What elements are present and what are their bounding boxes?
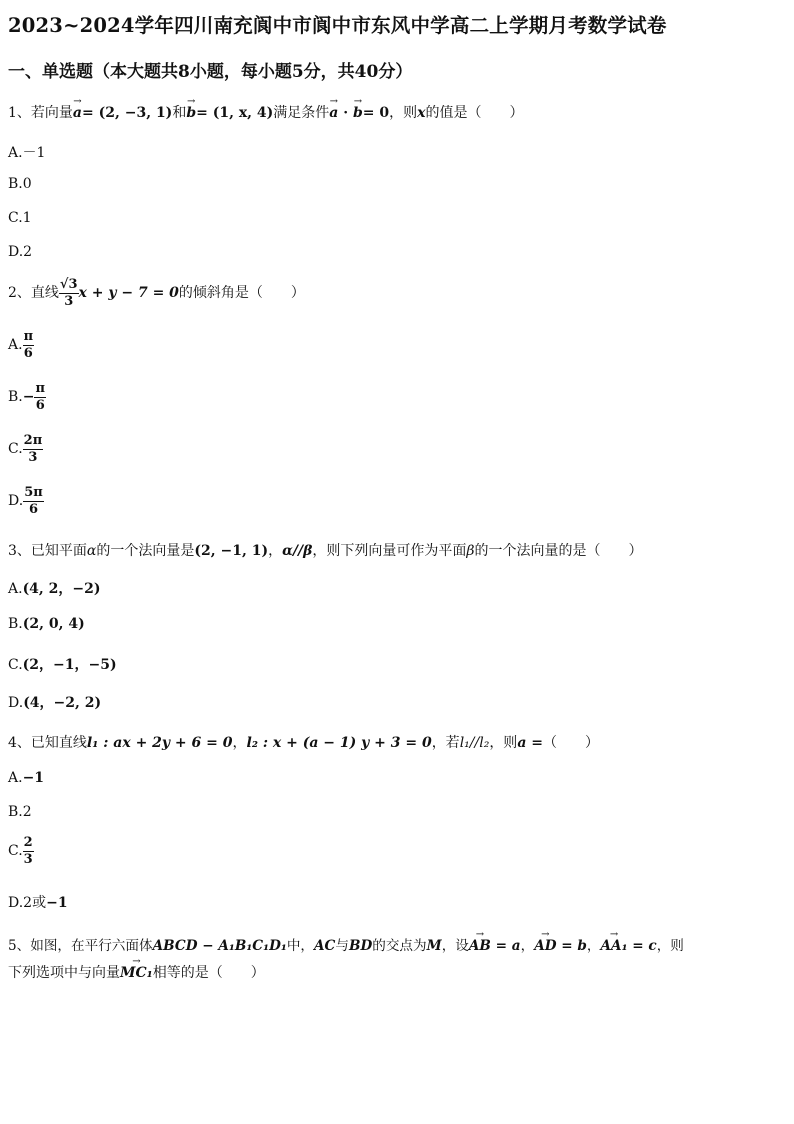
q1-option-a: A.－1 xyxy=(8,145,46,161)
q2-option-c-den: 3 xyxy=(28,449,38,465)
q3-option-c-label: C. xyxy=(8,657,23,673)
q5-line2-end: 相等的是（ ） xyxy=(152,965,265,981)
q2-option-b-frac xyxy=(34,382,46,412)
q3-text-b: 的一个法向量是 xyxy=(96,543,195,559)
q2-option-b xyxy=(8,382,46,412)
q5-comma-2: ， xyxy=(586,938,601,954)
section-heading: 一、单选题（本大题共8小题，每小题5分，共40分） xyxy=(8,62,413,82)
q4-option-b xyxy=(8,804,32,820)
q2-option-a xyxy=(8,330,34,360)
q3-option-b xyxy=(8,616,85,632)
q4-line-l1: l₁ : ax + 2y + 6 = 0 xyxy=(86,735,233,751)
q4-variable-a: a = xyxy=(517,735,543,751)
q5-text-then: ，则 xyxy=(656,938,684,954)
q5-vector-mc1: → MC₁ xyxy=(120,965,153,981)
q3-option-d-label: D. xyxy=(8,695,24,711)
q4-text-sep: ， xyxy=(232,735,247,751)
q1-option-d: D.2 xyxy=(8,244,33,260)
q3-option-b-value: (2, 0, 4) xyxy=(22,616,85,632)
q2-option-c-label: C. xyxy=(8,441,23,458)
q4-option-c-num: 2 xyxy=(23,835,33,850)
q5-text-and: 与 xyxy=(335,938,349,954)
q1-dot-value: = 0 xyxy=(362,105,390,121)
q3-option-d xyxy=(8,692,101,712)
vector-b: → b xyxy=(186,105,196,121)
q2-option-d-label: D. xyxy=(8,493,24,510)
q2-option-a-frac xyxy=(23,330,35,360)
q4-option-a-label: A. xyxy=(8,770,23,786)
q1-vector-a-value: = (2, −3, 1) xyxy=(82,105,173,121)
q3-text-d: ，则下列向量可作为平面 xyxy=(312,543,467,559)
q5-parallelepiped: ABCD − A₁B₁C₁D₁ xyxy=(152,938,287,954)
q4-text-end: （ ） xyxy=(543,735,599,751)
q3-option-a-label: A. xyxy=(8,581,23,597)
q4-option-c xyxy=(8,836,34,866)
q5-eq-b: = b xyxy=(556,938,587,954)
vector-a-dot: → a xyxy=(329,105,338,121)
q4-option-a-value: −1 xyxy=(22,770,45,786)
q4-option-d-label: D.2或 xyxy=(8,895,47,911)
q2-option-d-frac xyxy=(23,486,44,516)
q4-line-l2: l₂ : x + (a − 1) y + 3 = 0 xyxy=(246,735,432,751)
q2-equation: x + y − 7 = 0 xyxy=(78,285,179,302)
q1-text-and: 和 xyxy=(172,105,187,121)
q4-text-pre: 4、已知直线 xyxy=(8,735,87,751)
question-5 xyxy=(8,934,684,954)
q1-option-c: C.1 xyxy=(8,210,32,226)
q3-normal-vector: (2, −1, 1) xyxy=(194,543,269,559)
q1-variable-x: x xyxy=(417,105,426,121)
vector-a: → a xyxy=(73,105,82,121)
q3-option-b-label: B. xyxy=(8,616,23,632)
question-3 xyxy=(8,540,642,560)
q3-beta: β xyxy=(466,543,475,559)
q5-vector-ab: → AB xyxy=(469,938,491,954)
q5-ac: AC xyxy=(314,938,336,954)
q2-option-b-den: 6 xyxy=(35,397,45,413)
question-2 xyxy=(8,278,305,308)
q5-vector-aa1: → AA₁ xyxy=(601,938,628,954)
q3-alpha: α xyxy=(86,543,97,559)
q4-text-tail: ，则 xyxy=(489,735,518,751)
q3-text-a: 3、已知平面 xyxy=(8,543,87,559)
q4-option-c-label: C. xyxy=(8,843,23,860)
q4-option-c-frac xyxy=(23,836,34,866)
q4-option-d xyxy=(8,892,68,912)
q2-option-a-label: A. xyxy=(8,337,23,354)
q5-line2-pre: 下列选项中与向量 xyxy=(8,965,120,981)
q3-option-c-value: (2，−1，−5) xyxy=(22,657,117,673)
q5-text-set: ，设 xyxy=(441,938,469,954)
q2-option-c xyxy=(8,434,43,464)
q2-option-b-sign: − xyxy=(22,389,35,406)
q2-option-d-den: 6 xyxy=(28,501,38,517)
q2-option-b-label: B. xyxy=(8,389,23,406)
q2-fraction xyxy=(59,278,79,308)
q1-option-b: B.0 xyxy=(8,176,32,192)
q3-option-d-value: (4，−2, 2) xyxy=(23,695,102,711)
q2-option-b-num: π xyxy=(35,381,45,396)
page-title: 2023~2024学年四川南充阆中市阆中市东风中学高二上学期月考数学试卷 xyxy=(8,14,667,37)
q5-text-inter: 的交点为 xyxy=(372,938,427,954)
q5-text-mid: 中， xyxy=(286,938,314,954)
q1-vector-b-value: = (1, x, 4) xyxy=(196,105,274,121)
q4-option-b-label: B.2 xyxy=(8,804,32,820)
q2-option-d-num: 5π xyxy=(24,485,43,500)
question-1: 1、若向量→ a= (2, −3, 1)和→ b= (1, x, 4)满足条件→ a · → b= 0，则x的值是（ ） xyxy=(8,102,524,122)
q4-option-d-value: −1 xyxy=(46,895,68,911)
q4-text-cond: ，若 xyxy=(431,735,460,751)
q4-option-c-den: 3 xyxy=(23,851,33,867)
q2-text: 2、直线 xyxy=(8,285,59,302)
q5-point-m: M xyxy=(426,938,442,954)
q5-eq-a: = a xyxy=(490,938,521,954)
q3-parallel: α//β xyxy=(282,543,313,559)
q3-text-c: ， xyxy=(268,543,283,559)
q3-option-a xyxy=(8,578,101,598)
q5-bd: BD xyxy=(348,938,373,954)
q2-text-end: 的倾斜角是（ ） xyxy=(178,285,305,302)
vector-b-dot: → b xyxy=(353,105,363,121)
question-4 xyxy=(8,732,599,752)
q1-text: 1、若向量 xyxy=(8,105,73,121)
q2-option-d xyxy=(8,486,44,516)
q3-option-a-value: (4, 2，−2) xyxy=(22,581,101,597)
q4-parallel: l₁//l₂ xyxy=(459,735,490,751)
q2-option-c-num: 2π xyxy=(23,433,43,448)
q1-text-end: 的值是（ ） xyxy=(425,105,524,121)
q5-comma-1: ， xyxy=(520,938,535,954)
q5-vector-ad: → AD xyxy=(534,938,556,954)
q2-fraction-den: 3 xyxy=(64,293,74,309)
q5-text-pre: 5、如图，在平行六面体 xyxy=(8,938,153,954)
q1-text-cond: 满足条件 xyxy=(273,105,330,121)
q1-text-then: ，则 xyxy=(389,105,418,121)
q3-text-e: 的一个法向量的是（ ） xyxy=(474,543,643,559)
q2-option-a-num: π xyxy=(23,329,34,344)
q2-option-c-frac xyxy=(23,434,44,464)
q4-option-a xyxy=(8,770,44,786)
q5-eq-c: = c xyxy=(627,938,657,954)
question-5-line-2 xyxy=(8,962,265,982)
q3-option-c xyxy=(8,654,117,674)
q2-fraction-num: √3 xyxy=(59,277,78,292)
q2-option-a-den: 6 xyxy=(23,345,33,361)
